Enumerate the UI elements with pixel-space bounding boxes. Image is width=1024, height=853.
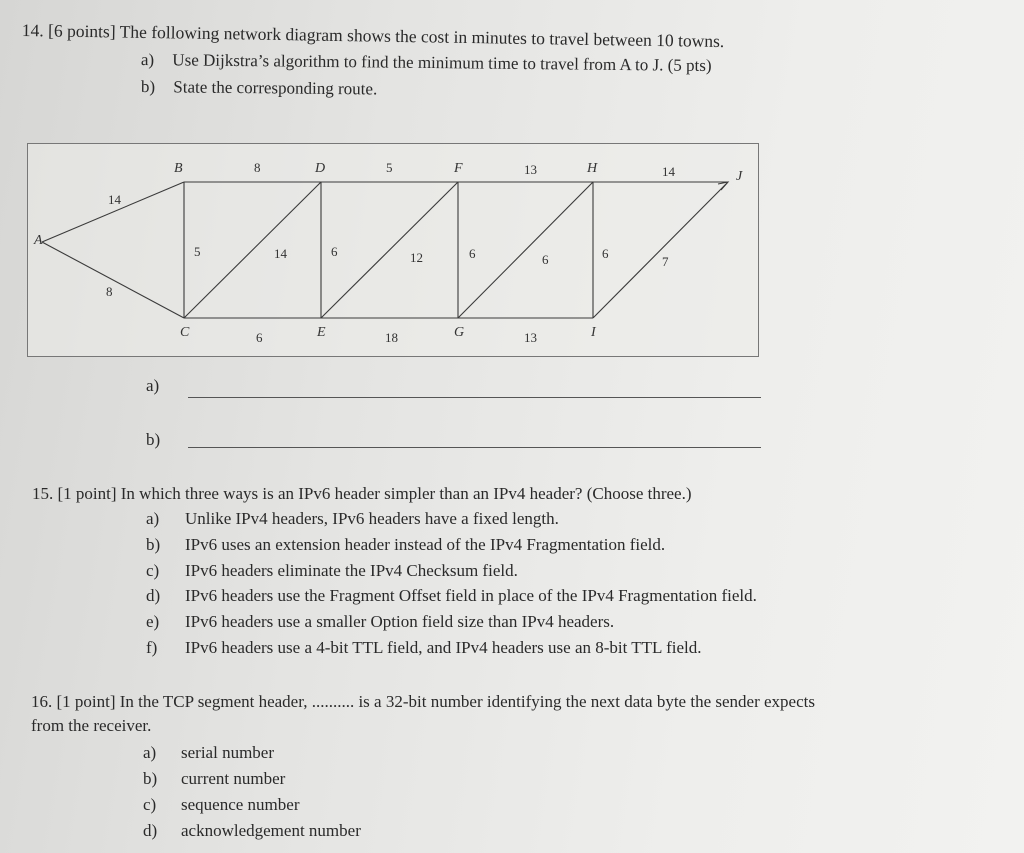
question-16-header-line1: 16. [1 point] In the TCP segment header, .......... is a 32-bit number identifying the next data byte the sender expects [31, 692, 815, 711]
edge-I-J [593, 182, 728, 318]
option-letter: c) [143, 795, 157, 814]
edge-A-B [42, 182, 184, 242]
arrow-icon [718, 182, 728, 190]
q15-option[interactable] [146, 560, 518, 581]
option-text: IPv6 headers use a 4-bit TTL field, and IPv4 headers use an 8-bit TTL field. [185, 638, 702, 657]
node-label-G: G [454, 325, 465, 340]
node-label-A: A [34, 233, 43, 248]
question-14-part-b [141, 77, 378, 99]
answer-a-line[interactable] [188, 397, 761, 398]
network-diagram-svg [28, 144, 758, 356]
edge-C-D [184, 182, 321, 318]
edge-weight-C-D: 14 [274, 246, 287, 261]
q15-option[interactable] [146, 586, 757, 606]
edge-weight-D-F: 5 [386, 160, 393, 175]
option-letter: f) [146, 638, 158, 657]
edge-weight-G-I: 13 [524, 330, 537, 345]
network-diagram [27, 143, 759, 357]
node-label-D: D [315, 161, 326, 176]
question-14-header: 14. [6 points] The following network diagram shows the cost in minutes to travel between 10 towns. [21, 20, 725, 52]
q16-option[interactable] [143, 769, 286, 789]
q15-option[interactable] [146, 612, 615, 632]
option-text: serial number [181, 743, 274, 762]
option-text: Unlike IPv4 headers, IPv6 headers have a fixed length. [185, 509, 559, 528]
question-16-header-line2: from the receiver. [31, 716, 152, 735]
option-letter: c) [146, 560, 160, 580]
option-letter: b) [143, 769, 158, 788]
edge-weight-E-G: 18 [385, 330, 398, 345]
option-letter: e) [146, 612, 160, 632]
edge-weight-I-J: 7 [662, 254, 669, 269]
answer-b-line[interactable] [188, 447, 761, 448]
edge-weight-H-I: 6 [602, 246, 609, 261]
part-a-text: Use Dijkstra’s algorithm to find the minimum time to travel from A to J. (5 pts) [172, 50, 712, 75]
edge-A-C [42, 242, 184, 318]
node-label-B: B [174, 161, 183, 176]
option-letter: d) [143, 821, 158, 840]
edge-weight-F-H: 13 [524, 162, 537, 177]
edge-weight-D-E: 6 [331, 244, 338, 259]
edge-weight-A-B: 14 [108, 192, 121, 207]
option-letter: b) [146, 534, 161, 554]
node-label-F: F [454, 161, 463, 176]
option-letter: a) [143, 743, 157, 762]
q15-option[interactable] [146, 534, 666, 555]
edge-weight-F-G: 6 [469, 246, 476, 261]
part-a-letter: a) [140, 50, 155, 70]
answer-a-label: a) [146, 376, 160, 395]
edge-weight-G-H: 6 [542, 252, 549, 267]
q15-option[interactable] [146, 509, 559, 529]
edge-weight-A-C: 8 [106, 284, 113, 299]
option-text: sequence number [181, 795, 300, 814]
node-label-H: H [587, 161, 598, 176]
q16-option[interactable] [143, 821, 361, 841]
node-label-I: I [591, 325, 596, 340]
part-b-letter: b) [140, 77, 156, 97]
q15-option[interactable] [146, 638, 702, 658]
node-label-C: C [180, 325, 190, 340]
edge-weight-B-D: 8 [254, 160, 261, 175]
option-text: IPv6 headers use the Fragment Offset field in place of the IPv4 Fragmentation field. [185, 586, 757, 606]
edge-E-F [321, 182, 458, 318]
option-text: IPv6 uses an extension header instead of the IPv4 Fragmentation field. [185, 534, 666, 554]
q16-option[interactable] [143, 795, 300, 815]
answer-b-label: b) [146, 430, 161, 449]
option-text: acknowledgement number [181, 821, 361, 840]
q16-option[interactable] [143, 743, 274, 763]
edge-weight-C-E: 6 [256, 330, 263, 345]
option-letter: d) [146, 586, 161, 606]
node-label-J: J [736, 169, 743, 184]
edge-G-H [458, 182, 593, 318]
option-text: current number [181, 769, 286, 788]
question-15-header: 15. [1 point] In which three ways is an IPv6 header simpler than an IPv4 header? (Choose three.) [32, 484, 692, 503]
option-text: IPv6 headers eliminate the IPv4 Checksum field. [185, 560, 518, 580]
node-label-E: E [317, 325, 326, 340]
edge-weight-B-C: 5 [194, 244, 201, 259]
edge-weight-E-F: 12 [410, 250, 423, 265]
question-14-part-a [141, 50, 712, 76]
edge-weight-H-J: 14 [662, 164, 675, 179]
option-text: IPv6 headers use a smaller Option field size than IPv4 headers. [185, 612, 615, 632]
part-b-text: State the corresponding route. [173, 77, 378, 99]
option-letter: a) [146, 509, 160, 528]
